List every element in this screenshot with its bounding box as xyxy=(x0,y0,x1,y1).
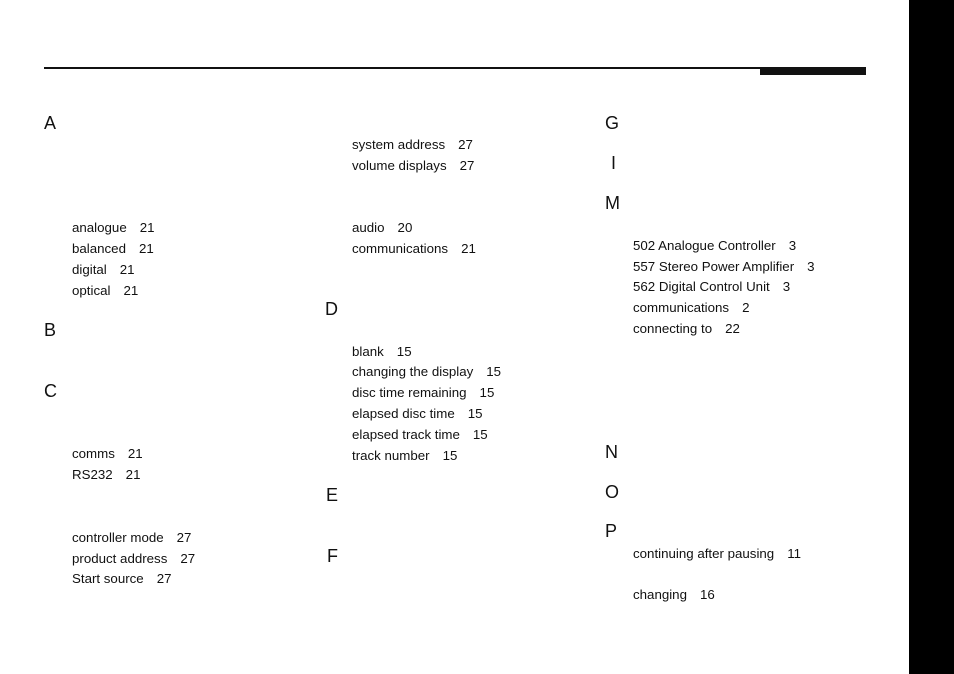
entry-term: balanced xyxy=(72,241,126,256)
section-letter-f: F xyxy=(327,546,338,566)
section-letter-b: B xyxy=(44,320,57,340)
entry-page: 21 xyxy=(138,241,154,256)
entry-page: 15 xyxy=(472,427,488,442)
index-entry xyxy=(352,344,412,360)
index-entry xyxy=(633,259,815,275)
entry-term: communications xyxy=(352,241,449,256)
entry-term: elapsed disc time xyxy=(352,406,455,421)
entry-page: 16 xyxy=(699,587,715,602)
entry-term: system address xyxy=(352,137,446,152)
index-entry xyxy=(72,241,154,257)
entry-term: disc time remaining xyxy=(352,385,467,400)
entry-term: controller mode xyxy=(72,530,164,545)
index-entry xyxy=(633,300,749,316)
index-entry xyxy=(352,137,473,153)
section-letter-a: A xyxy=(44,113,57,133)
entry-page: 21 xyxy=(119,262,135,277)
index-entry xyxy=(633,238,796,254)
index-entry xyxy=(72,283,138,299)
index-entry xyxy=(352,406,483,422)
entry-term: RS232 xyxy=(72,467,113,482)
index-entry xyxy=(72,551,195,567)
entry-page: 15 xyxy=(467,406,483,421)
section-letter-p: P xyxy=(605,521,618,541)
entry-term: track number xyxy=(352,448,430,463)
entry-page: 3 xyxy=(788,238,797,253)
entry-page: 3 xyxy=(807,259,815,274)
entry-term: communications xyxy=(633,300,730,315)
entry-term: audio xyxy=(352,220,385,235)
index-entry xyxy=(72,262,135,278)
entry-term: 562 Digital Control Unit xyxy=(633,279,770,294)
entry-page: 15 xyxy=(442,448,458,463)
index-entry xyxy=(352,241,476,257)
entry-page: 21 xyxy=(461,241,476,256)
entry-term: 557 Stereo Power Amplifier xyxy=(633,259,795,274)
entry-page: 11 xyxy=(787,546,802,561)
section-letter-o: O xyxy=(605,482,620,502)
entry-term: analogue xyxy=(72,220,127,235)
entry-term: optical xyxy=(72,283,111,298)
entry-term: blank xyxy=(352,344,384,359)
index-entry xyxy=(72,220,155,236)
entry-page: 22 xyxy=(725,321,740,336)
section-letter-g: G xyxy=(605,113,620,133)
entry-page: 21 xyxy=(125,467,141,482)
entry-page: 27 xyxy=(180,551,196,566)
entry-term: changing the display xyxy=(352,364,474,379)
entry-page: 27 xyxy=(459,158,475,173)
entry-page: 21 xyxy=(123,283,139,298)
index-entry xyxy=(352,385,494,401)
entry-term: connecting to xyxy=(633,321,713,336)
section-letter-d: D xyxy=(325,299,338,319)
entry-term: comms xyxy=(72,446,115,461)
index-entry xyxy=(633,587,715,603)
entry-term: continuing after pausing xyxy=(633,546,775,561)
index-entry xyxy=(72,467,140,483)
index-entry xyxy=(72,571,171,587)
entry-page: 15 xyxy=(396,344,412,359)
section-letter-m: M xyxy=(605,193,620,213)
entry-page: 15 xyxy=(479,385,495,400)
section-letter-c: C xyxy=(44,381,57,401)
index-entry xyxy=(72,530,191,546)
index-entry xyxy=(352,448,457,464)
entry-page: 2 xyxy=(742,300,750,315)
entry-page: 3 xyxy=(782,279,791,294)
index-entry xyxy=(633,321,740,337)
index-entry xyxy=(352,220,412,236)
entry-page: 21 xyxy=(127,446,143,461)
entry-page: 20 xyxy=(397,220,413,235)
entry-term: elapsed track time xyxy=(352,427,460,442)
entry-term: product address xyxy=(72,551,168,566)
index-entry xyxy=(633,279,790,295)
entry-page: 21 xyxy=(139,220,155,235)
entry-term: 502 Analogue Controller xyxy=(633,238,776,253)
header-rule xyxy=(44,67,866,69)
entry-term: volume displays xyxy=(352,158,447,173)
section-letter-n: N xyxy=(605,442,618,462)
entry-page: 27 xyxy=(156,571,172,586)
header-rule-accent xyxy=(760,68,866,75)
index-entry xyxy=(352,364,501,380)
section-letter-i: I xyxy=(611,153,617,173)
section-letter-e: E xyxy=(326,485,339,505)
index-entry xyxy=(352,427,488,443)
index-entry xyxy=(352,158,474,174)
entry-term: changing xyxy=(633,587,687,602)
index-entry xyxy=(633,546,801,562)
entry-page: 27 xyxy=(176,530,192,545)
entry-page: 15 xyxy=(486,364,502,379)
entry-term: Start source xyxy=(72,571,144,586)
entry-term: digital xyxy=(72,262,107,277)
index-entry xyxy=(72,446,143,462)
page-edge-tab xyxy=(909,0,954,674)
entry-page: 27 xyxy=(458,137,473,152)
